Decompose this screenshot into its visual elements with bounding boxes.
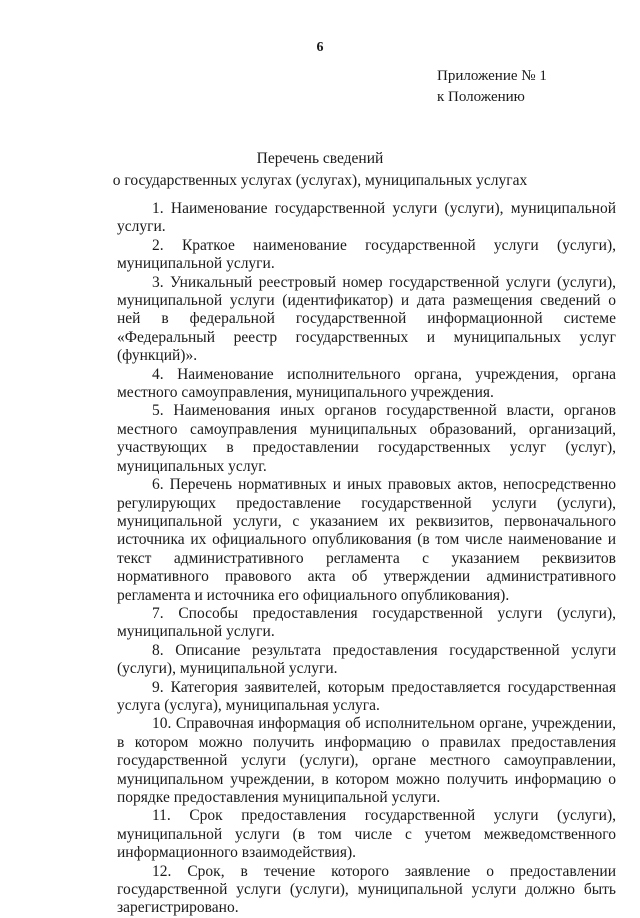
appendix-reference: [437, 66, 547, 108]
list-item: 8. Описание результата предоставления государственной услуги (услуги), муниципальной услуги.: [117, 641, 616, 678]
list-item: 6. Перечень нормативных и иных правовых актов, непосредственно регулирующих предоставление государственной услуги (услуги), муниципальной услуги, с указанием их реквизитов, первоначального источника их официального опубликования (в том числе наименование и текст административного регламента с указанием реквизитов нормативного правового акта об утверждении административного регламента и источника его официального опубликования).: [117, 476, 616, 604]
list-item: 10. Справочная информация об исполнительном органе, учреждении, в котором можно получить информацию о правилах предоставления государственной услуги (услуги), органе местного самоуправлении, муниципальном учреждении, в котором можно получить информацию о порядке предоставления муниципальной услуги.: [117, 715, 616, 806]
document-title: [0, 148, 640, 192]
title-line-1: Перечень сведений: [256, 150, 384, 167]
list-item: 3. Уникальный реестровый номер государственной услуги (услуги), муниципальной услуги (идентификатор) и дата размещения сведений о ней в федеральной государственной информационной системе «Федеральный реестр государственных и муниципальных услуг (функций)».: [117, 273, 616, 365]
list-item: 5. Наименования иных органов государственной власти, органов местного самоуправления муниципальных образований, организаций, участвующих в предоставлении государственных услуг (услуг), муниципальных услуг.: [117, 402, 616, 475]
appendix-number: Приложение № 1: [437, 68, 547, 84]
list-item: 1. Наименование государственной услуги (услуги), муниципальной услуги.: [117, 200, 616, 236]
list-item: 4. Наименование исполнительного органа, учреждения, органа местного самоуправления, муниципального учреждения.: [117, 365, 616, 402]
list-item: 11. Срок предоставления государственной услуги (услуги), муниципальной услуги (в том числе с учетом межведомственного информационного взаимодействия).: [117, 807, 616, 862]
list-item: 2. Краткое наименование государственной услуги (услуги), муниципальной услуги.: [117, 236, 616, 273]
items-list: [117, 200, 616, 918]
title-line-2: о государственных услугах (услугах), муниципальных услугах: [112, 172, 528, 189]
page-number: 6: [316, 40, 324, 55]
list-item: 7. Способы предоставления государственной услуги (услуги), муниципальной услуги.: [117, 604, 616, 641]
list-item: 9. Категория заявителей, которым предоставляется государственная услуга (услуга), муниципальная услуга.: [117, 678, 616, 714]
list-item: 12. Срок, в течение которого заявление о предоставлении государственной услуги (услуги), муниципальной услуги должно быть зарегистрировано.: [117, 862, 616, 917]
appendix-regulation: к Положению: [437, 89, 525, 105]
